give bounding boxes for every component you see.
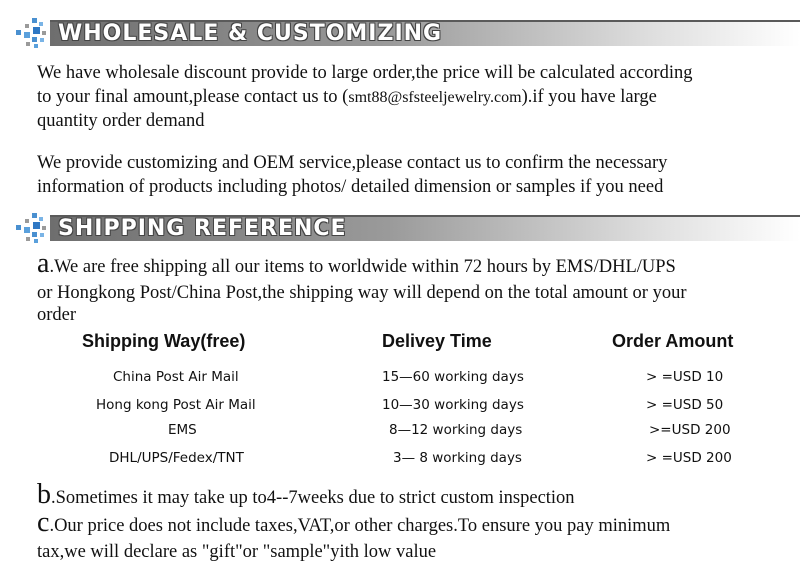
sparkle-squares-icon	[12, 16, 52, 50]
section-title: WHOLESALE & CUSTOMIZING	[58, 21, 443, 46]
header-shipping-way: Shipping Way(free)	[82, 331, 246, 351]
header-delivery-time: Delivey Time	[382, 331, 492, 351]
wholesale-line-3: quantity order demand	[37, 111, 205, 131]
section-title: SHIPPING REFERENCE	[58, 216, 347, 241]
shipping-banner	[12, 211, 800, 245]
wholesale-line-2-text: to your final amount,please contact us to (	[37, 87, 349, 107]
contact-email-link[interactable]: smt88@sfsteeljewelry.com	[348, 89, 522, 106]
shipping-c-text: .Our price does not include taxes,VAT,or other charges.To ensure you pay minimum	[49, 516, 671, 536]
shipping-c-line-1	[37, 507, 671, 538]
row-1-time: 15—60 working days	[382, 369, 524, 385]
header-order-amount: Order Amount	[612, 331, 734, 351]
customizing-line-2: information of products including photos/ detailed dimension or samples if you need	[37, 177, 664, 197]
row-4-way: DHL/UPS/Fedex/TNT	[109, 450, 244, 466]
row-4-amount: > =USD 200	[646, 450, 732, 466]
row-1-amount: > =USD 10	[646, 369, 724, 385]
wholesale-line-2-tail: ).if you have large	[521, 87, 657, 107]
shipping-a-line-1	[37, 248, 676, 279]
row-2-time: 10—30 working days	[382, 397, 524, 413]
sparkle-squares-icon	[12, 211, 52, 245]
row-2-amount: > =USD 50	[646, 397, 724, 413]
wholesale-line-2	[37, 85, 657, 110]
row-4-time: 3— 8 working days	[393, 450, 522, 466]
shipping-a-text: .We are free shipping all our items to worldwide within 72 hours by EMS/DHL/UPS	[49, 257, 676, 277]
item-letter-b: b	[37, 479, 51, 510]
customizing-line-1: We provide customizing and OEM service,please contact us to confirm the necessary	[37, 153, 668, 173]
row-2-way: Hong kong Post Air Mail	[96, 397, 256, 413]
item-letter-a: a	[37, 248, 50, 279]
row-1-way: China Post Air Mail	[113, 369, 239, 385]
shipping-b-text: .Sometimes it may take up to4--7weeks due to strict custom inspection	[51, 488, 575, 508]
shipping-a-line-2: or Hongkong Post/China Post,the shipping way will depend on the total amount or your	[37, 283, 687, 303]
shipping-a-line-3: order	[37, 305, 77, 325]
wholesale-banner	[12, 16, 800, 50]
item-letter-c: c	[37, 507, 50, 538]
row-3-amount: >=USD 200	[649, 422, 731, 438]
shipping-b-line	[37, 479, 575, 510]
row-3-time: 8—12 working days	[389, 422, 523, 438]
wholesale-line-1: We have wholesale discount provide to large order,the price will be calculated according	[37, 63, 693, 83]
row-3-way: EMS	[168, 422, 197, 438]
shipping-c-line-2: tax,we will declare as "gift"or "sample"yith low value	[37, 542, 437, 562]
